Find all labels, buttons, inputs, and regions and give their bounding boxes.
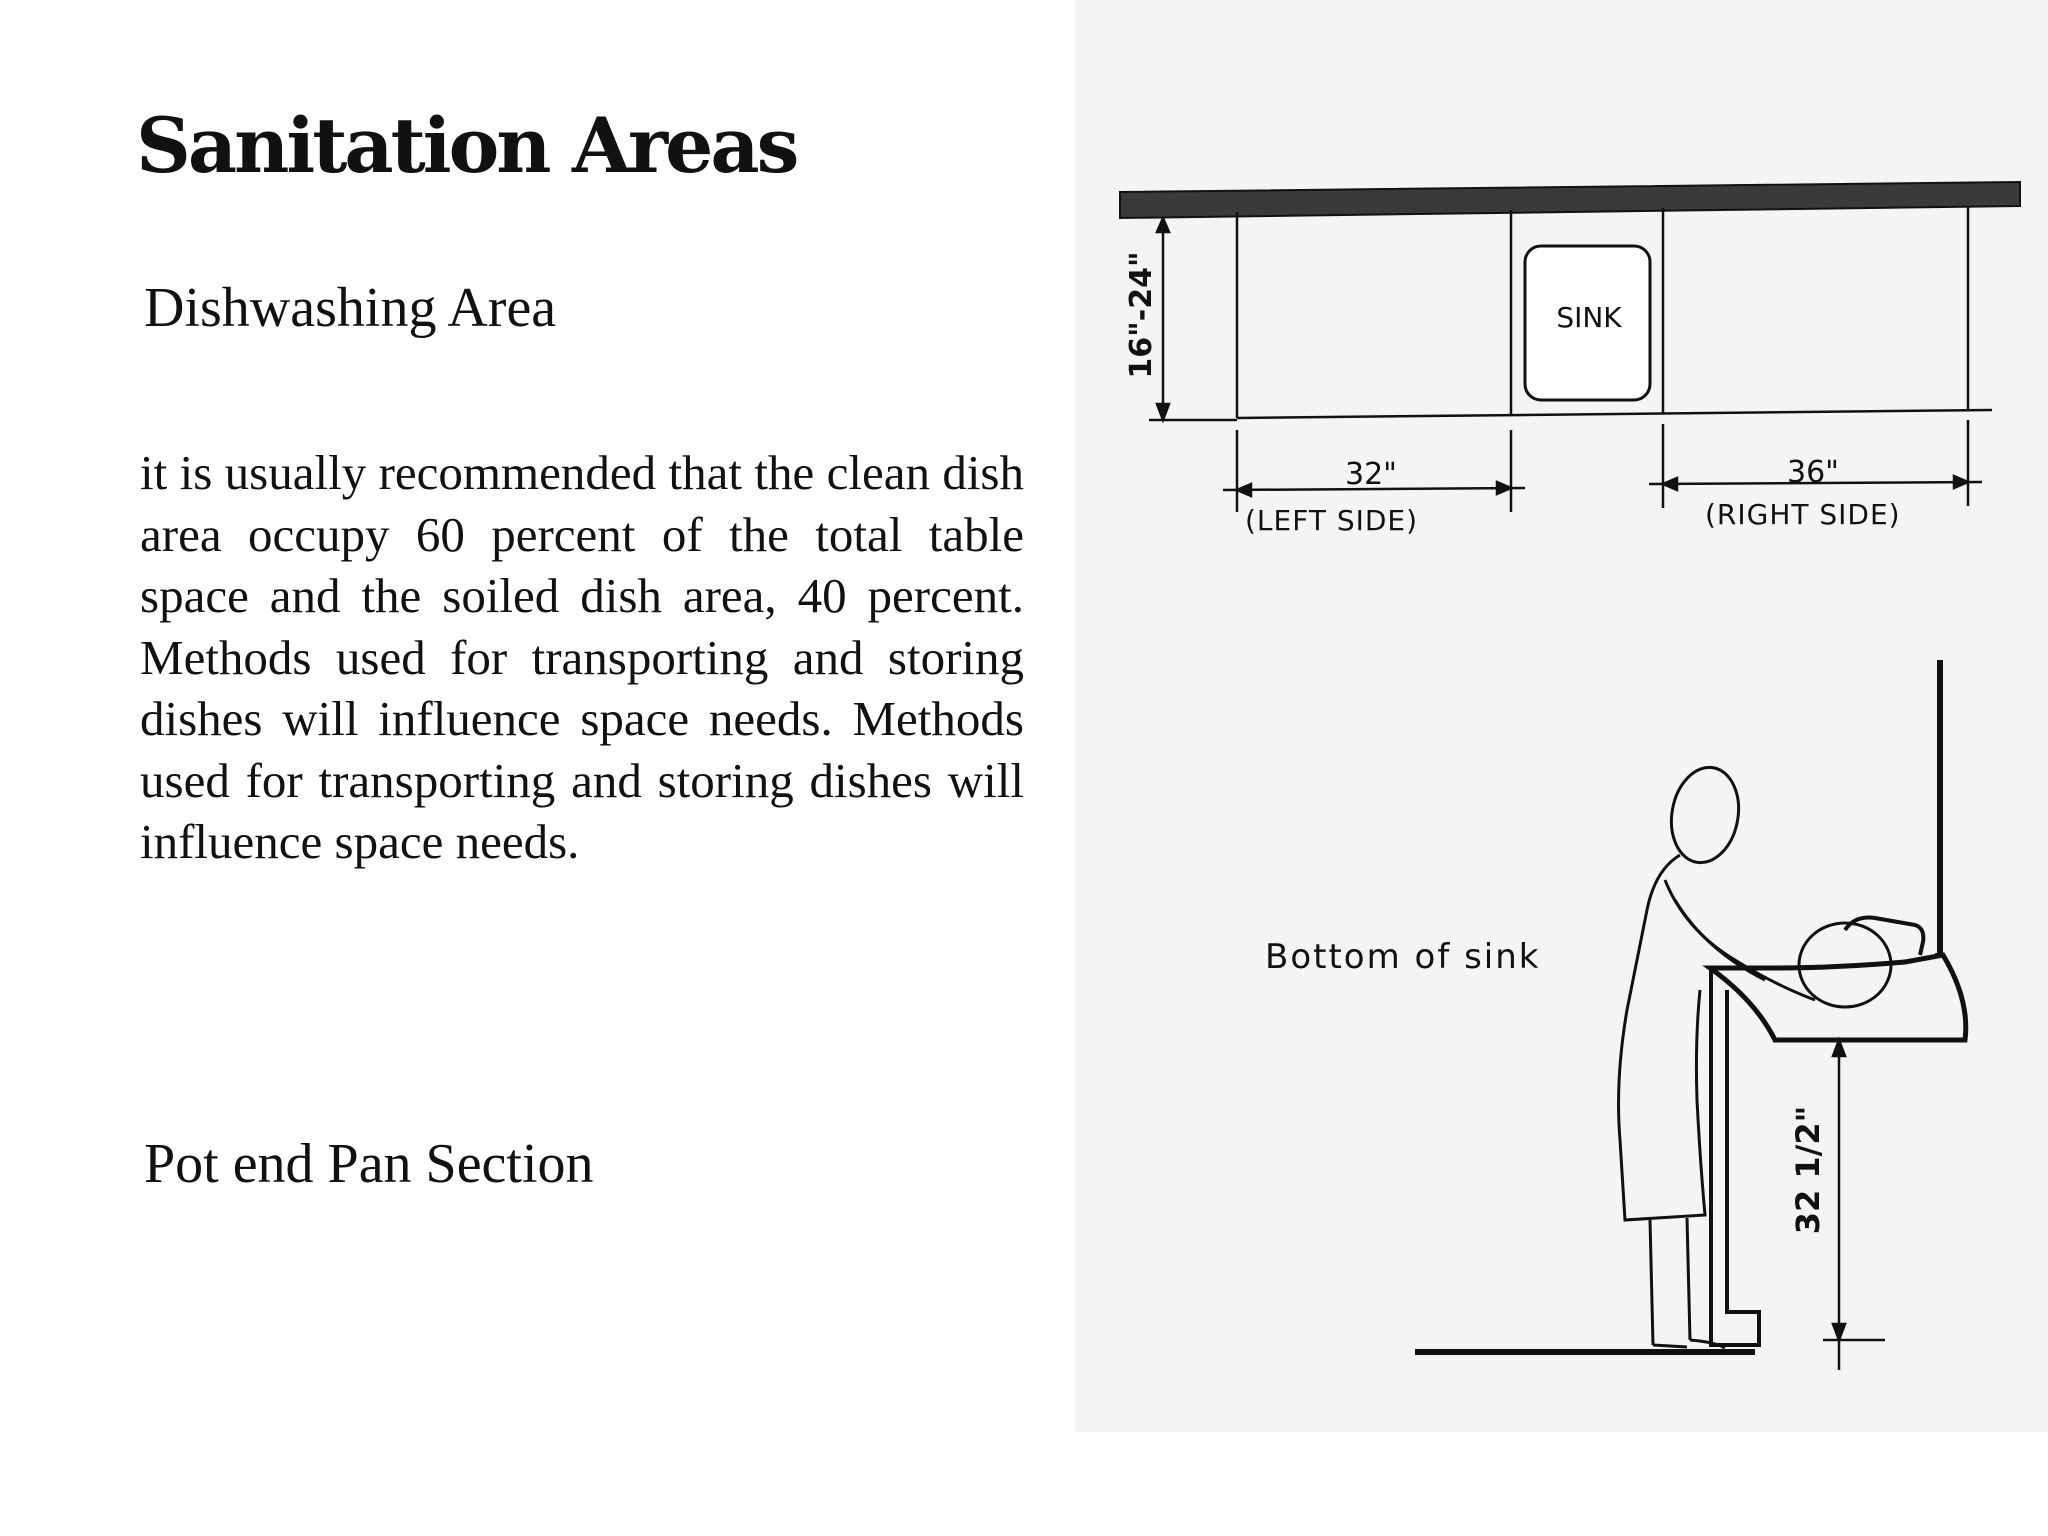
dishwashing-heading: Dishwashing Area <box>144 277 557 339</box>
pot-pan-heading: Pot end Pan Section <box>144 1133 594 1195</box>
sink-pedestal <box>1711 968 1759 1345</box>
left-side-caption: (LEFT SIDE) <box>1245 504 1419 537</box>
left-dimension-value: 32" <box>1345 457 1397 492</box>
bottom-of-sink-callout: Bottom of sink <box>1265 937 1541 977</box>
right-side-caption: (RIGHT SIDE) <box>1705 498 1901 531</box>
depth-dimension <box>1149 218 1237 420</box>
wall-bar <box>1120 182 2020 218</box>
depth-label: 16"-24" <box>1124 251 1159 379</box>
body-paragraph: it is usually recommended that the clean dish area occupy 60 percent of the total table space and the soiled dish area, 40 percent. Methods used for transporting and storing dishes will influence space needs. Methods used for transporting and storing dishes will influence space needs. <box>140 445 1024 869</box>
person-figure <box>1619 762 1891 1348</box>
elevation-view <box>1265 660 1966 1370</box>
sink-diagram-panel <box>1075 0 2048 1432</box>
height-label: 32 1/2" <box>1789 1105 1827 1235</box>
sink-diagram <box>1075 0 2048 1432</box>
plan-view <box>1120 182 2020 537</box>
sink-label: SINK <box>1556 301 1622 334</box>
height-dimension <box>1823 1040 1885 1370</box>
slide-title: Sanitation Areas <box>136 101 797 190</box>
right-dimension-value: 36" <box>1787 455 1839 490</box>
